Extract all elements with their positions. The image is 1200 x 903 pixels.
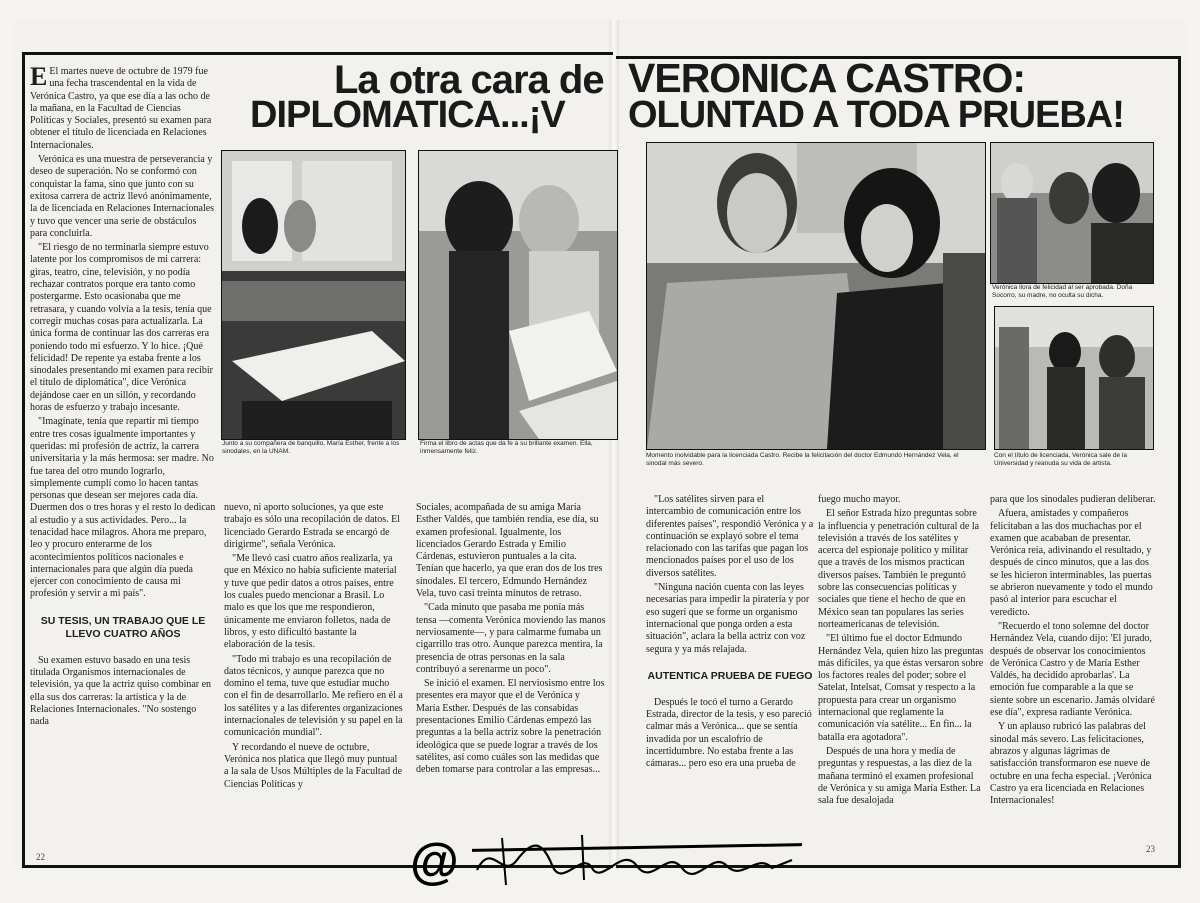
paragraph: Su examen estuvo basado en una tesis titulada Organismos internacionales de televisión, ya que la actriz quiso combinar en ella sus dos carreras: la artística y la de Relaciones Internacionales. "No sostengo nada (30, 654, 212, 728)
watermark-at-sign: @ (410, 833, 459, 889)
headline-left-line1: La otra cara de (334, 58, 604, 102)
paragraph: nuevo, ni aporto soluciones, ya que este trabajo es sólo una recopilación de datos. El licenciado Gerardo Estrada se encargó de dirigirme", señala Verónica. (224, 502, 401, 550)
paragraph: "Ninguna nación cuenta con las leyes necesarias para impedir la piratería y por eso sugerí que se forme un organismo internacional que ponga orden a esta situación", aclara la bella actriz con voz segura y ya más relajada. (646, 582, 810, 655)
watermark (410, 830, 810, 903)
paragraph: Se inició el examen. El nerviosismo entre los presentes era mayor que el de Verónica y María Esther. Después de las consabidas presentaciones Emilio Cárdenas empezó las preguntas a la bella actriz sobre la penetración ideológica que se puede lograr a través de los satélites, así como cuáles son las medidas que deben tomarse para controlar a las empresas... (416, 678, 605, 776)
paragraph: Después de una hora y media de preguntas y respuestas, a las diez de la mañana terminó el examen profesional de Verónica y su amiga María Esther. La sala fue desalojada (818, 745, 981, 807)
paragraph: Verónica es una muestra de perseverancia y deseo de superación. No se conformó con conquistar la fama, sino que junto con su exitosa carrera de actriz llevó anónimamente, la de licenciada en Relaciones Internacionales y tuvo que vencer una serie de obstáculos para concluirla. (30, 154, 215, 239)
photo-leaving-university (994, 306, 1154, 450)
photo-signing-book (418, 150, 618, 440)
left-text-column (30, 66, 216, 852)
text-column-4 (646, 494, 814, 859)
caption-photo3: Momento inolvidable para la licenciada Castro. Recibe la felicitación del doctor Edmundo Hernández Vela, el sinodal más severo. (646, 452, 959, 467)
photo-exam-table (221, 150, 406, 440)
paragraph: "Todo mi trabajo es una recopilación de datos técnicos, y aunque parezca que no domino el tema, tuve que estudiar mucho con el fin de desarrollarlo. Me refiero en él a los satélites y a las diferentes organizaciones internacionales de televisión y su papel en la comunicación mundial". (224, 653, 403, 739)
paragraph: para que los sinodales pudieran deliberar. (990, 494, 1156, 505)
paragraph: Afuera, amistades y compañeros felicitaban a las dos muchachas por el examen que acababan de presentar. Verónica reía, adivinando el resultado, y después de cinco minutos, que a las dos se les hicieron interminables, las puertas se abrieron nuevamente y todo el mundo pasó al interior para escuchar el veredicto. (990, 508, 1153, 618)
paragraph: Y un aplauso rubricó las palabras del sinodal más severo. Las felicitaciones, abrazos y algunas lágrimas de satisfacción transformaron ese nueve de octubre en una fecha especial. ¡Verónica Castro ya era licenciada en Relaciones Internacionales! (990, 721, 1152, 807)
page-number-left: 22 (36, 852, 45, 862)
paragraph: El señor Estrada hizo preguntas sobre la influencia y penetración cultural de la televisión a través de los satélites y acerca del espionaje político y militar que a través de los mismos practican diversos países. También le preguntó sobre las consecuencias políticas y sociales que tiene el hecho de que en México sean tan populares las series norteamericanas de televisión. (818, 508, 980, 630)
text-column-5 (818, 494, 984, 859)
paragraph: "Cada minuto que pasaba me ponía más tensa —comenta Verónica moviendo las manos nerviosamente—, y para calmarme fumaba un cigarrillo tras otro. Aunque parezca mentira, la presencia de otras personas en la sala contribuyó a serenarme un poco". (416, 602, 606, 675)
subheading-tesis: SU TESIS, UN TRABAJO QUE LE LLEVO CUATRO AÑOS (40, 614, 206, 640)
paragraph: "El riesgo de no terminarla siempre estuvo latente por los compromisos de mi carrera: giras, teatro, cine, televisión, y no podía rechazar contratos porque era tanto como postergarme. Esto ocasionaba que me retrasara, y cuando volvía a la tesis, tenía que corregir muchas cosas para actualizarla. La única forma de continuar las dos carreras era poniendo todo mi esfuerzo. Y lo hice. ¡Qué felicidad! De repente ya estaba frente a los sinodales presentando mi examen para recibir el título de diplomática", dice Verónica dejándose caer en un sillón, y recordando horas de esfuerzo y trabajo incesante. (30, 242, 213, 414)
text-column-2 (224, 502, 404, 857)
subheading-fuego: AUTENTICA PRUEBA DE FUEGO (647, 669, 813, 682)
paragraph: "Me llevó casi cuatro años realizarla, ya que en México no había suficiente material y tuve que pedir datos a otros países, entre los cuales puedo mencionar a Brasil. Lo malo es que los que me respondieron, únicamente me enviaron folletos, nada de libros, y esto dificultó bastante la elaboración de la tesis. (224, 553, 397, 651)
paragraph: Y recordando el nueve de octubre, Verónica nos platica que llegó muy puntual a la sala de Usos Múltiples de la Facultad de Ciencias Políticas y (224, 741, 403, 790)
paragraph: Después le tocó el turno a Gerardo Estrada, director de la tesis, y eso pareció calmar más a Verónica... que se sentía invadida por un escalofrío de incertidumbre. No estaba frente a las cámaras... pero eso era una prueba de (646, 696, 812, 770)
paragraph: "El último fue el doctor Edmundo Hernández Vela, quien hizo las preguntas más difíciles, ya que éstas versaron sobre los factores reales del poder; sobre el Satelat, Intelsat, Comsat y respecto a la propuesta para crear un organismo internacional que reglamente la comunicación vía satélite... En fin... la batalla era agotadora". (818, 633, 984, 743)
text-column-3 (416, 502, 606, 857)
photo-happy-tears (990, 142, 1154, 284)
dropcap: E (30, 66, 48, 91)
headline-left-line2: DIPLOMATICA...¡V (250, 94, 565, 136)
intro-paragraph: El martes nueve de octubre de 1979 fue una fecha trascendental en la vida de Verónica Castro, ya que ese día a las ocho de la mañana, en la Facultad de Ciencias Políticas y Sociales, presentó su examen para obtener el título de licenciada en Relaciones Internacionales. (30, 66, 212, 151)
text-column-6 (990, 494, 1156, 839)
headline-right-line2: OLUNTAD A TODA PRUEBA! (628, 94, 1124, 136)
paragraph: Sociales, acompañada de su amiga María Esther Valdés, que también rendía, ese día, su examen profesional. Igualmente, los licenciados Gerardo Estrada y Emilio Cárdenas, estuvieron puntuales a la cita. Tenían que hacerlo, ya que eran dos de los tres sinodales. El tercero, Edmundo Hernández Vela, tuvo casi treinta minutos de retraso. (416, 502, 603, 600)
caption-photo2: Firma el libro de actas que da fe a su brillante examen. Ella, inmensamente feliz. (420, 440, 593, 455)
photo-congratulation (646, 142, 986, 450)
paragraph: "Los satélites sirven para el intercambio de comunicación entre los diferentes países", respondió Verónica y a continuación se explayó sobre el tema relacionado con las tarifas que pagan los mencionados países por el uso de los diversos satélites. (646, 494, 814, 579)
caption-photo5: Con el título de licenciada, Verónica sale de la Universidad y reanuda su vida de artista. (994, 452, 1127, 467)
paragraph: "Recuerdo el tono solemne del doctor Hernández Vela, cuando dijo: 'El jurado, después de observar los conocimientos de Verónica Castro y de María Esther Valdés, ha decidido aprobarlas'. La emoción fue comparable a la que se siente sobre un escenario. Jamás olvidaré ese día", expresa radiante Verónica. (990, 620, 1155, 719)
page-number-right: 23 (1146, 844, 1155, 854)
headline-right-line1: VERONICA CASTRO: (628, 55, 1026, 101)
watermark-signature (472, 830, 802, 890)
caption-photo1: Junto a su compañera de banquillo, María Esther, frente a los sinodales, en la UNAM. (222, 440, 400, 455)
caption-photo4: Verónica llora de felicidad al ser aprobada. Doña Socorro, su madre, no oculta su dicha. (992, 284, 1133, 299)
paragraph: fuego mucho mayor. (818, 494, 901, 505)
paragraph: "Imagínate, tenía que repartir mi tiempo entre tres cosas igualmente importantes y queridas: mi profesión de actriz, la carrera universitaria y la más hermosa: ser madre. No fue tarea del otro mundo lograrlo, simplemente cumplí como lo hacen tantas personas que desean ser mejores cada día. Duermen dos o tres horas y el resto lo dedican al estudio y a sus actividades. Pero... la tenacidad hace milagros. Ahora me preparo, leo y procuro enterarme de los acontecimientos políticos nacionales e internacionales para que algún día pueda ejercer con conocimiento de causa mi profesión y servir a mi país". (30, 416, 216, 600)
